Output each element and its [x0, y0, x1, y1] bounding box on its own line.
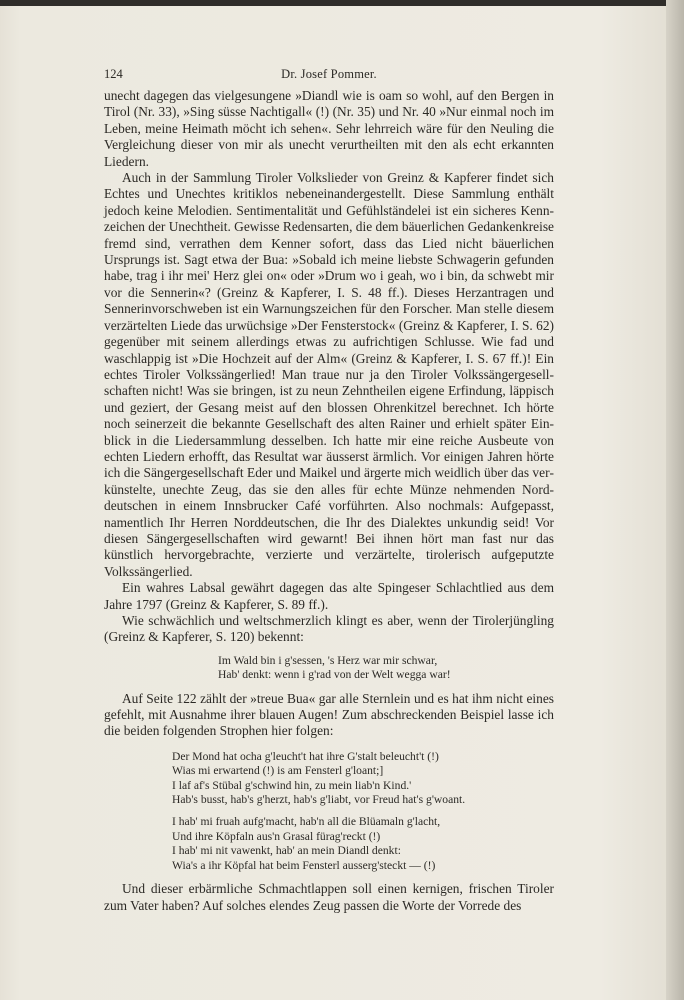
page-content [104, 66, 554, 914]
stanza-2 [172, 815, 554, 873]
paragraph-1: unecht dagegen das vielgesungene »Diandl wie is oam so wohl, auf den Bergen in Tirol (Nr. 33), »Sing süsse Nachtigall« (!) (Nr. 35) und Nr. 40 »Nur einmal noch im Leben, meine Heimath möcht ich sehen«. Sehr lehrreich wäre für den Neuling die Vergleichung dieser von mir als unecht verurtheilten mit den als echt erkannten Liedern. [104, 88, 554, 169]
verse-line: Hab's busst, hab's g'herzt, hab's g'liabt, vor Freud hat's g'woant. [172, 793, 466, 807]
stanza-1 [172, 750, 554, 808]
verse-line: Im Wald bin i g'sessen, 's Herz war mir schwar, [218, 653, 438, 667]
verse-quote-2 [104, 750, 554, 873]
paragraph-6: Und dieser erbärmliche Schmachtlappen soll einen kernigen, frischen Tiroler zum Vater haben? Auf solches elendes Zeug passen die Worte der Vorrede des [104, 881, 554, 913]
top-scan-edge [0, 0, 684, 6]
verse-line: Wias mi erwartend (!) is am Fensterl g'loant;] [172, 764, 384, 778]
verse-line: Hab' denkt: wenn i g'rad von der Welt wegga war! [218, 668, 451, 682]
running-title: Dr. Josef Pommer. [281, 67, 377, 81]
verse-line: Und ihre Köpfaln aus'n Grasal fürag'reckt (!) [172, 829, 381, 843]
verse-quote-1 [104, 654, 554, 683]
running-head [104, 66, 554, 88]
paragraph-3: Ein wahres Labsal gewährt dagegen das alte Spingeser Schlachtlied aus dem Jahre 1797 (Greinz & Kapferer, S. 89 ff.). [104, 580, 554, 612]
right-page-edge [666, 0, 684, 1000]
page-number: 124 [104, 67, 123, 81]
verse-line: I laf af's Stübal g'schwind hin, zu mein liab'n Kind.' [172, 778, 412, 792]
paragraph-5: Auf Seite 122 zählt der »treue Bua« gar alle Sternlein und es hat ihm nicht eines gefehlt, mit Ausnahme ihrer blauen Augen! Zum abschreckenden Beispiel lasse ich die beiden folgenden Strophen hier folgen: [104, 690, 554, 739]
paragraph-4: Wie schwächlich und weltschmerzlich klingt es aber, wenn der Tirolerjüngling (Greinz & Kapferer, S. 120) bekennt: [104, 613, 554, 645]
paragraph-2: Auch in der Sammlung Tiroler Volkslieder von Greinz & Kapferer findet sich Echtes und Unechtes kritiklos nebeneinandergestellt. Diese Sammlung enthält jedoch keine Melodien. Sentimentalität und Gefühlständelei ist ein sicheres Kennzeichen der Unechtheit. Gewisse Redensarten, die dem bäuerlichen Gedankenkreise fremd sind, verrathen dem Kenner sofort, dass das Lied nicht bäuerlichen Ursprungs ist. Sagt etwa der Bua: »Sobald ich meine liebste Schwagerin gefunden habe, trag i ihr mei' Herz glei on« oder »Drum wo i geah, wo i bin, da schwebt mir vor die Sennerin«? (Greinz & Kapferer, I. S. 48 ff.). Dieses Herzantragen und Sennerinvorschweben ist ein Warnungszeichen für den Forscher. Man stelle diesem verzärtelten Liede das urwüchsige »Der Fensterstock« (Greinz & Kapferer, I. S. 62) gegenüber mit seinem allerdings etwas zu aufrichtigen Schlusse. Wie fad und waschlappig ist »Die Hochzeit auf der Alm« (Greinz & Kapferer, I. S. 67 ff.)! Ein echtes Tiroler Volkssängerlied! Man traue nur ja den Tiroler Volkssängergesellschaften nicht! Was sie bringen, ist zu neun Zehntheilen eigene Erfindung, läppisch und geziert, der Gesang meist auf den blossen Ohrenkitzel berechnet. Ich hörte noch seinerzeit die bekannte Gesellschaft des alten Rainer und erhielt später Einblick in die Liedersammlung desselben. Ich hatte mir eine reiche Ausbeute von echten Liedern erhofft, das Resultat war äusserst ärmlich. Vor einigen Jahren hörte ich die Sängergesellschaft Eder und Maikel und ärgerte mich weidlich über das verkünstelte, unechte Zeug, das sie den alles für echte Münze nehmenden Norddeutschen in einem Innsbrucker Café vorführten. Also nochmals: Aufgepasst, namentlich Ihr Herren Norddeutschen, die Ihr des Dialektes unkundig seid! Vor diesen Sängergesellschaften wird gewarnt! Bei ihnen hört man fast nur das künstlich hervorgebrachte, verzierte und verzärtelte, tirolerisch aufgeputzte Volkssängerlied. [104, 170, 554, 579]
verse-line: Der Mond hat ocha g'leucht't hat ihre G'stalt beleucht't (!) [172, 749, 439, 763]
verse-line: Wia's a ihr Köpfal hat beim Fensterl ausserg'steckt — (!) [172, 858, 436, 872]
verse-line: I hab' mi fruah aufg'macht, hab'n all die Blüamaln g'lacht, [172, 815, 441, 829]
verse-line: I hab' mi nit vawenkt, hab' an mein Diandl denkt: [172, 844, 401, 858]
